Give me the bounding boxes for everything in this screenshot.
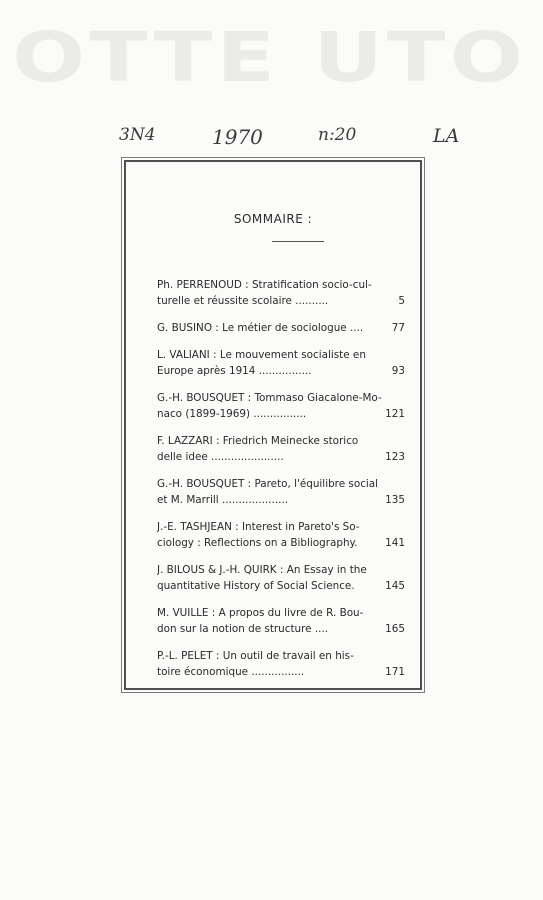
contents-entry — [157, 605, 405, 637]
contents-entry — [157, 562, 405, 594]
entry-text-line: G.-H. BOUSQUET : Pareto, l'équilibre social — [157, 478, 379, 490]
entry-text-line: P.-L. PELET : Un outil de travail en his- — [157, 650, 354, 662]
entry-page-number: 135 — [385, 494, 405, 506]
entry-page-number: 123 — [385, 451, 405, 463]
entry-text-line: delle idee ...................... — [157, 451, 284, 463]
entry-text-line: M. VUILLE : A propos du livre de R. Bou- — [157, 607, 364, 619]
contents-entry — [157, 648, 405, 680]
entry-text-line: G.-H. BOUSQUET : Tommaso Giacalone-Mo- — [157, 392, 382, 404]
contents-entry — [157, 347, 405, 379]
entry-text-line: ciology : Reflections on a Bibliography. — [157, 537, 358, 549]
entry-page-number: 93 — [391, 365, 405, 377]
contents-list — [157, 277, 405, 691]
contents-entry — [157, 277, 405, 309]
contents-entry — [157, 320, 405, 336]
entry-text-line: L. VALIANI : Le mouvement socialiste en — [157, 349, 366, 361]
entry-text-line: naco (1899-1969) ................ — [157, 408, 307, 420]
entry-text-line: J.-E. TASHJEAN : Interest in Pareto's So- — [157, 521, 360, 533]
entry-text-line: F. LAZZARI : Friedrich Meinecke storico — [157, 435, 359, 447]
entry-text-line: G. BUSINO : Le métier de sociologue .... — [157, 322, 364, 334]
handwritten-initials: LA — [433, 125, 460, 147]
handwritten-year: 1970 — [212, 125, 263, 149]
entry-page-number: 145 — [385, 580, 405, 592]
handwritten-issue-number: n:20 — [318, 125, 357, 145]
entry-text-line: J. BILOUS & J.-H. QUIRK : An Essay in the — [157, 564, 367, 576]
entry-page-number: 171 — [385, 666, 405, 678]
entry-text-line: quantitative History of Social Science. — [157, 580, 355, 592]
entry-page-number: 77 — [391, 322, 405, 334]
entry-text-line: toire économique ................ — [157, 666, 305, 678]
entry-page-number: 141 — [385, 537, 405, 549]
handwritten-reference: 3N4 — [119, 125, 156, 145]
contents-entry — [157, 476, 405, 508]
entry-page-number: 165 — [385, 623, 405, 635]
contents-title: SOMMAIRE : — [233, 212, 313, 226]
entry-text-line: don sur la notion de structure .... — [157, 623, 329, 635]
entry-text-line: Ph. PERRENOUD : Stratification socio-cul- — [157, 279, 372, 291]
bleed-through-text: OTTE UTO — [12, 18, 527, 98]
entry-text-line: turelle et réussite scolaire .......... — [157, 295, 329, 307]
title-underline — [272, 241, 324, 242]
entry-text-line: et M. Marrill .................... — [157, 494, 289, 506]
entry-text-line: Europe après 1914 ................ — [157, 365, 312, 377]
contents-entry — [157, 433, 405, 465]
contents-entry — [157, 390, 405, 422]
contents-entry — [157, 519, 405, 551]
entry-page-number: 5 — [398, 295, 405, 307]
entry-page-number: 121 — [385, 408, 405, 420]
contents-frame — [124, 160, 422, 690]
